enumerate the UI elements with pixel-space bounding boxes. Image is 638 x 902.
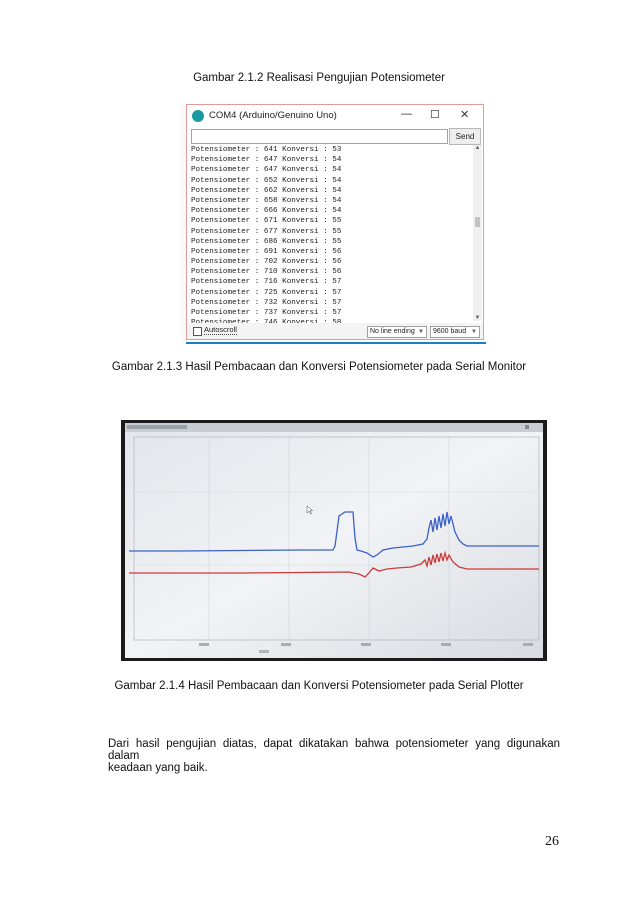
serial-monitor-figure [180,104,488,342]
serial-output-line: Potensiometer : 647 Konversi : 54 [191,156,342,165]
serial-output-line: Potensiometer : 691 Konversi : 56 [191,247,342,256]
paragraph-line-1: Dari hasil pengujian diatas, dapat dikatakan bahwa potensiometer yang digunakan dalam [108,738,560,762]
line-ending-select[interactable] [367,326,427,338]
serial-output-line: Potensiometer : 662 Konversi : 54 [191,186,342,195]
line-ending-value: No line ending [370,328,415,335]
serial-output-line: Potensiometer : 686 Konversi : 55 [191,237,342,246]
tick-label-blur [199,643,209,646]
plotter-scroll-handle [259,650,269,653]
tick-label-blur [361,643,371,646]
figure-caption-2-1-2: Gambar 2.1.2 Realisasi Pengujian Potensiometer [193,72,445,84]
tick-label-blur [523,643,533,646]
tick-label-blur [281,643,291,646]
send-button[interactable]: Send [449,128,481,145]
tick-label-blur [441,643,451,646]
figure-caption-2-1-3: Gambar 2.1.3 Hasil Pembacaan dan Konversi Potensiometer pada Serial Monitor [111,361,527,373]
serial-output-line: Potensiometer : 677 Konversi : 55 [191,227,342,236]
serial-output-line: Potensiometer : 666 Konversi : 54 [191,207,342,216]
close-icon [525,425,529,429]
scrollbar-thumb[interactable] [475,217,480,227]
maximize-icon[interactable]: ☐ [430,109,440,121]
window-title: COM4 (Arduino/Genuino Uno) [209,110,337,121]
status-bar [187,323,483,339]
serial-output-line: Potensiometer : 658 Konversi : 54 [191,196,342,205]
plotter-title-bar [125,423,543,432]
serial-output-line: Potensiometer : 702 Konversi : 56 [191,258,342,267]
title-bar [187,105,483,127]
serial-output-line: Potensiometer : 641 Konversi : 53 [191,146,342,154]
serial-output-line: Potensiometer : 652 Konversi : 54 [191,176,342,185]
serial-output-line: Potensiometer : 732 Konversi : 57 [191,298,342,307]
autoscroll-checkbox[interactable] [193,327,202,336]
baud-rate-value: 9600 baud [433,328,467,335]
scroll-down-icon[interactable]: ▼ [474,315,481,321]
serial-monitor-window [186,104,484,340]
serial-output-line: Potensiometer : 725 Konversi : 57 [191,288,342,297]
plotter-title-text-blur [127,425,187,429]
serial-output-line: Potensiometer : 647 Konversi : 54 [191,166,342,175]
serial-output-line: Potensiometer : 737 Konversi : 57 [191,309,342,317]
chevron-down-icon: ▼ [418,329,424,335]
scroll-up-icon[interactable]: ▲ [474,145,481,151]
plotter-screen [125,423,543,658]
page-number: 26 [545,834,559,849]
arduino-logo-icon [192,110,204,122]
autoscroll-label[interactable]: Autoscroll [204,325,237,334]
serial-output-line: Potensiometer : 710 Konversi : 56 [191,268,342,277]
serial-output-line: Potensiometer : 671 Konversi : 55 [191,217,342,226]
baud-rate-select[interactable] [430,326,480,338]
figure-caption-2-1-4: Gambar 2.1.4 Hasil Pembacaan dan Konversi Potensiometer pada Serial Plotter [114,680,524,692]
serial-plotter-photo [121,420,547,661]
paragraph-line-2: keadaan yang baik. [108,762,208,774]
window-accent-line [186,342,486,344]
vertical-scrollbar[interactable] [473,145,482,321]
close-icon[interactable]: ✕ [460,109,470,121]
serial-input-field[interactable] [191,129,448,144]
chevron-down-icon: ▼ [471,329,477,335]
minimize-icon[interactable]: — [401,108,412,120]
serial-output-line: Potensiometer : 716 Konversi : 57 [191,278,342,287]
serial-output-area [191,145,473,323]
